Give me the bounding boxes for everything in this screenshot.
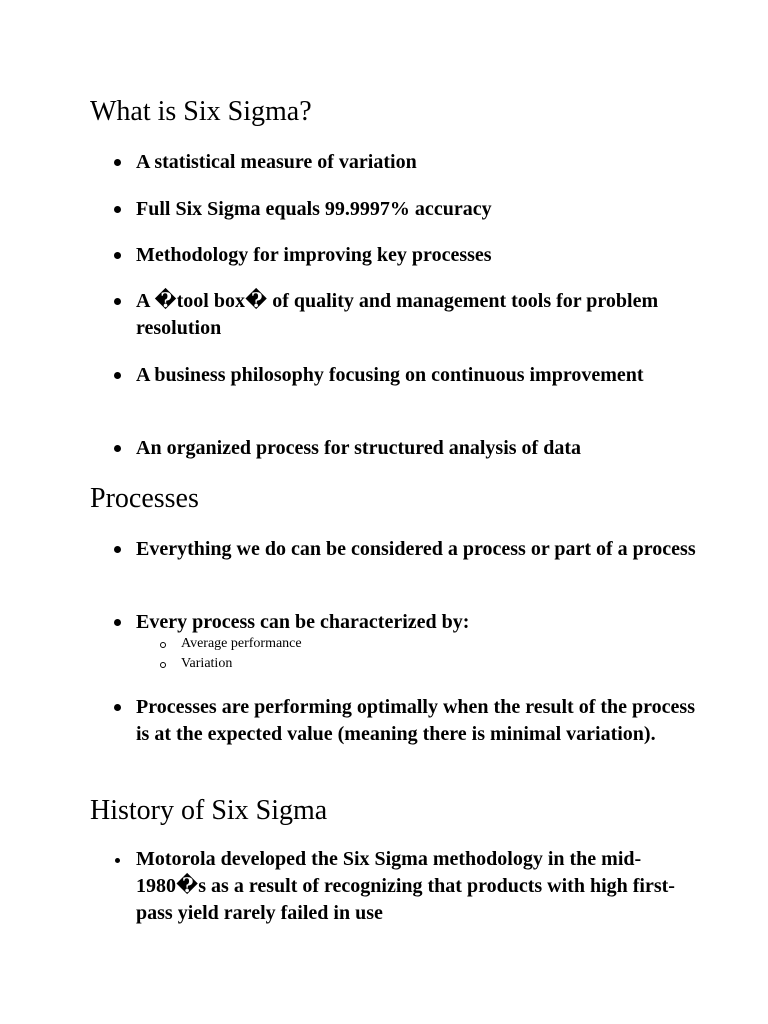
list-item: An organized process for structured analysis of data — [136, 435, 696, 462]
list-item: Motorola developed the Six Sigma methodology in the mid-1980�s as a result of recognizing that products with high first-pass yield rarely failed in use — [136, 846, 696, 927]
section-heading-what-is-six-sigma: What is Six Sigma? — [90, 96, 312, 127]
list-item: Full Six Sigma equals 99.9997% accuracy — [136, 196, 696, 223]
list-item: Processes are performing optimally when the result of the process is at the expected value (meaning there is minimal variation). — [136, 694, 696, 748]
list-item: A �tool box� of quality and management tools for problem resolution — [136, 288, 696, 342]
list-item: Methodology for improving key processes — [136, 242, 696, 269]
list-item: Every process can be characterized by: — [136, 609, 696, 636]
sub-list-item: Average performance — [181, 634, 302, 654]
list-item: A business philosophy focusing on continuous improvement — [136, 362, 696, 389]
sub-list-item: Variation — [181, 654, 232, 674]
list-item: A statistical measure of variation — [136, 149, 696, 176]
section-heading-history-of-six-sigma: History of Six Sigma — [90, 795, 328, 826]
list-item: Everything we do can be considered a process or part of a process — [136, 536, 696, 563]
section-heading-processes: Processes — [90, 483, 199, 514]
